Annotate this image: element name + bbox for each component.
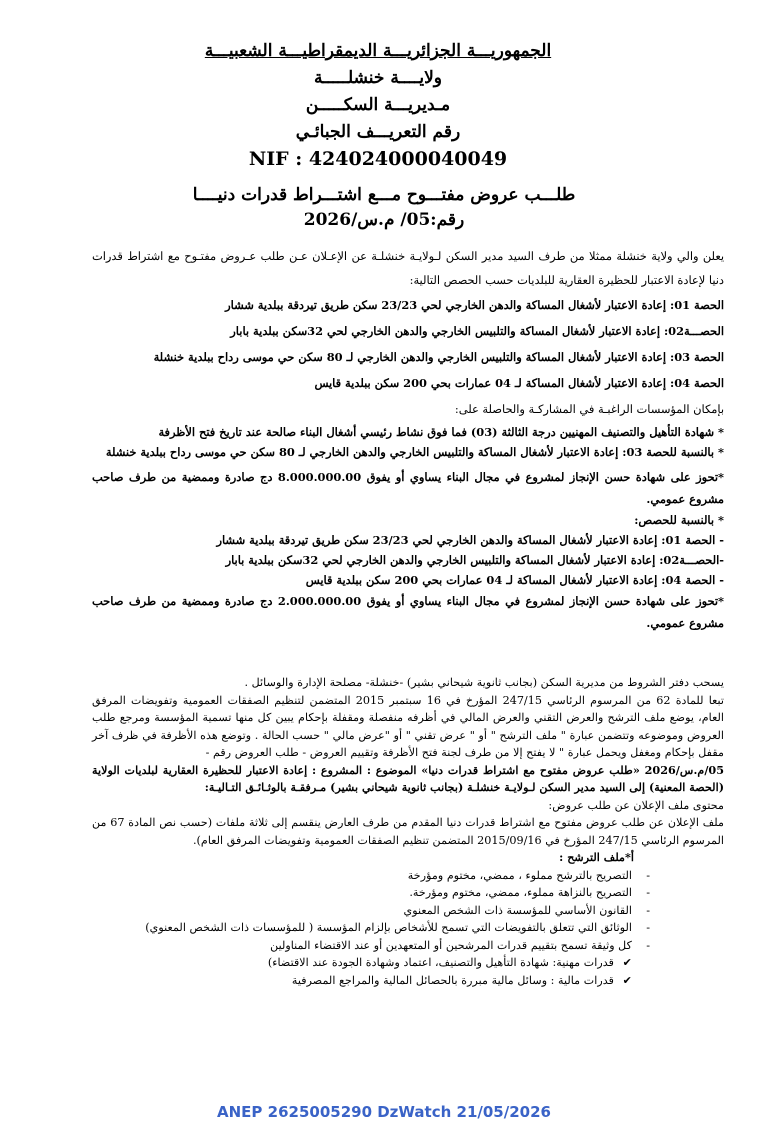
notice-title-main: طلـــب عروض مفتـــوح مـــع اشتـــراط قدرات دنيــــا xyxy=(192,185,576,205)
list-item: - التصريح بالنزاهة مملوء، ممضي، مختوم ومؤرخة. xyxy=(409,886,650,899)
list-item: ✔ قدرات مالية : وسائل مالية مبررة بالحصائل المالية والمراجع المصرفية xyxy=(92,972,654,990)
requirement-6: -الحصـــة02: إعادة الاعتبار لأشغال المساكة والتلبيس الخارجي والدهن الخارجي لحي 32سكن ببلدية بابار xyxy=(225,553,724,567)
requirement-7: - الحصة 04: إعادة الاعتبار لأشغال المساكة لـ 04 عمارات بحي 200 سكن ببلدية قايس xyxy=(305,573,724,587)
procedure-5: ملف الإعلان عن طلب عروض مفتوح مع اشتراط قدرات دنيا المقدم من طرف العارض ينقسم إلى ثلاثة ملفات (حسب نص المادة 67 من المرسوم الرئاسي 247/15 المؤرخ في 2015/09/16 المتضمن تنظيم الصفقات العمومية وتفويضات المرفق العام). xyxy=(92,816,724,847)
directorate-name: مـديريـــة السكـــــن xyxy=(305,95,451,115)
requirement-8: *تحوز على شهادة حسن الإنجاز لمشروع في مجال البناء يساوي أو يفوق 2.000.000.00 دج صادرة وممضية من طرف صاحب مشروع عمومي. xyxy=(92,594,724,630)
lot-1: الحصة 01: إعادة الاعتبار لأشغال المساكة والدهن الخارجي لحي 23/23 سكن طريق تيردقة ببلدية ششار xyxy=(225,298,724,312)
procedure-section xyxy=(92,674,724,989)
requirement-1: * شهادة التأهيل والتصنيف المهنيين درجة الثالثة (03) فما فوق نشاط رئيسي أشغال البناء صالحة عند تاريخ فتح الأظرفة xyxy=(158,425,724,439)
candidacy-list xyxy=(92,867,724,990)
wilaya-name: ولايــــة خنشلـــــة xyxy=(313,68,443,88)
republic-name: الجمهوريـــة الجزائريـــة الديمقراطيـــة الشعبيـــة xyxy=(204,41,552,61)
requirement-4: * بالنسبة للحصص: xyxy=(634,513,724,527)
procedure-2: تبعا للمادة 62 من المرسوم الرئاسي 247/15 المؤرخ في 16 سبتمبر 2015 المتضمن لتنظيم الصفقات العمومية وتفويضات المرفق العام، يوضع ملف الترشح والعرض التقني والعرض المالي في أظرفه منفصلة ومقفلة بإحكام يبين كل منها تسمية المؤسسة ومرجع طلب العروض وموضوعه وتتضمن عبارة " ملف الترشح " أو " عرض تقني " أو "عرض مالي " حسب الحالة . وتوضع هذه الأظرفة في ظرف آخر مقفل بإحكام ومغفل ويحمل عبارة " لا يفتح إلا من طرف لجنة فتح الأظرفة وتقييم العروض - طلب العروض رقم - xyxy=(92,693,724,759)
list-item: - كل وثيقة تسمح بتقييم قدرات المرشحين أو المتعهدين أو عند الاقتضاء المناولين xyxy=(270,938,650,952)
lot-4: الحصة 04: إعادة الاعتبار لأشغال المساكة لـ 04 عمارات بحي 200 سكن ببلدية قايس xyxy=(314,376,724,390)
notice-title xyxy=(150,183,618,233)
candidacy-title: أ*ملف الترشح : xyxy=(559,850,634,864)
check-icon: ✔ xyxy=(622,956,632,969)
intro-paragraph: يعلن والي ولاية خنشلة ممثلا من طرف السيد مدير السكن لـولايـة خنشلـة عن الإعـلان عـن طلب عـروض مفتـوح مع اشتراط قدرات دنيا لإعادة الاعتبار للحظيرة العقارية للبلديات حسب الحصص التالية: xyxy=(92,249,724,287)
requirement-2: * بالنسبة للحصة 03: إعادة الاعتبار لأشغال المساكة والتلبيس الخارجي والدهن الخارجي لـ 80 سكن حي موسى رداح ببلدية خنشلة xyxy=(105,445,724,459)
lot-2: الحصـــة02: إعادة الاعتبار لأشغال المساكة والتلبيس الخارجي والدهن الخارجي لحي 32سكن ببلدية بابار xyxy=(230,324,724,338)
nif-number: NIF : 424024000040049 xyxy=(248,148,508,170)
requirement-3: *تحوز على شهادة حسن الإنجاز لمشروع في مجال البناء يساوي أو يفوق 8.000.000.00 دج صادرة وممضية من طرف صاحب مشروع عمومي. xyxy=(92,470,724,506)
list-item: - القانون الأساسي للمؤسسة ذات الشخص المعنوي xyxy=(403,903,650,917)
letterhead xyxy=(188,38,568,173)
notice-body xyxy=(92,244,724,634)
lot-3: الحصة 03: إعادة الاعتبار لأشغال المساكة والتلبيس الخارجي والدهن الخارجي لـ 80 سكن حي موسى رداح ببلدية خنشلة xyxy=(153,350,724,364)
publication-reference: ANEP 2625005290 DzWatch 21/05/2026 xyxy=(217,1103,551,1121)
list-item: ✔ قدرات مهنية: شهادة التأهيل والتصنيف، اعتماد وشهادة الجودة عند الاقتضاء) xyxy=(92,954,654,972)
list-item: - التصريح بالترشح مملوء ، ممضي، مختوم ومؤرخة xyxy=(407,868,650,882)
procedure-4: محتوى ملف الإعلان عن طلب عروض: xyxy=(548,798,724,812)
tax-id-label: رقم التعريـــف الجبائـي xyxy=(295,122,461,142)
eligibility-intro: بإمكان المؤسسات الراغبـة في المشاركـة والحاصلة على: xyxy=(454,402,724,416)
list-item: - الوثائق التي تتعلق بالتفويضات التي تسمح للأشخاص بإلزام المؤسسة ( للمؤسسات ذات الشخص المعنوي) xyxy=(145,921,650,934)
check-icon: ✔ xyxy=(622,973,632,987)
notice-reference: رقم:05/ م.س/2026 xyxy=(303,210,465,230)
procedure-1: يسحب دفتر الشروط من مديرية السكن (بجانب ثانوية شيحاني بشير) -خنشلة- مصلحة الإدارة والوسائل . xyxy=(244,676,724,689)
procedure-3: 05/م.س/2026 «طلب عروض مفتوح مع اشتراط قدرات دنيا» الموضوع : المشروع : إعادة الاعتبار للحظيرة العقارية لبلديات الولاية (الحصة المعنية) إلى السيد مدير السكن لـولايـة خنشلـة (بجانب ثانوية شيحاني بشير) مـرفقـة بالوثـائـق التـاليـة: xyxy=(92,762,724,794)
requirement-5: - الحصة 01: إعادة الاعتبار لأشغال المساكة والدهن الخارجي لحي 23/23 سكن طريق تيردقة ببلدية ششار xyxy=(216,533,724,547)
